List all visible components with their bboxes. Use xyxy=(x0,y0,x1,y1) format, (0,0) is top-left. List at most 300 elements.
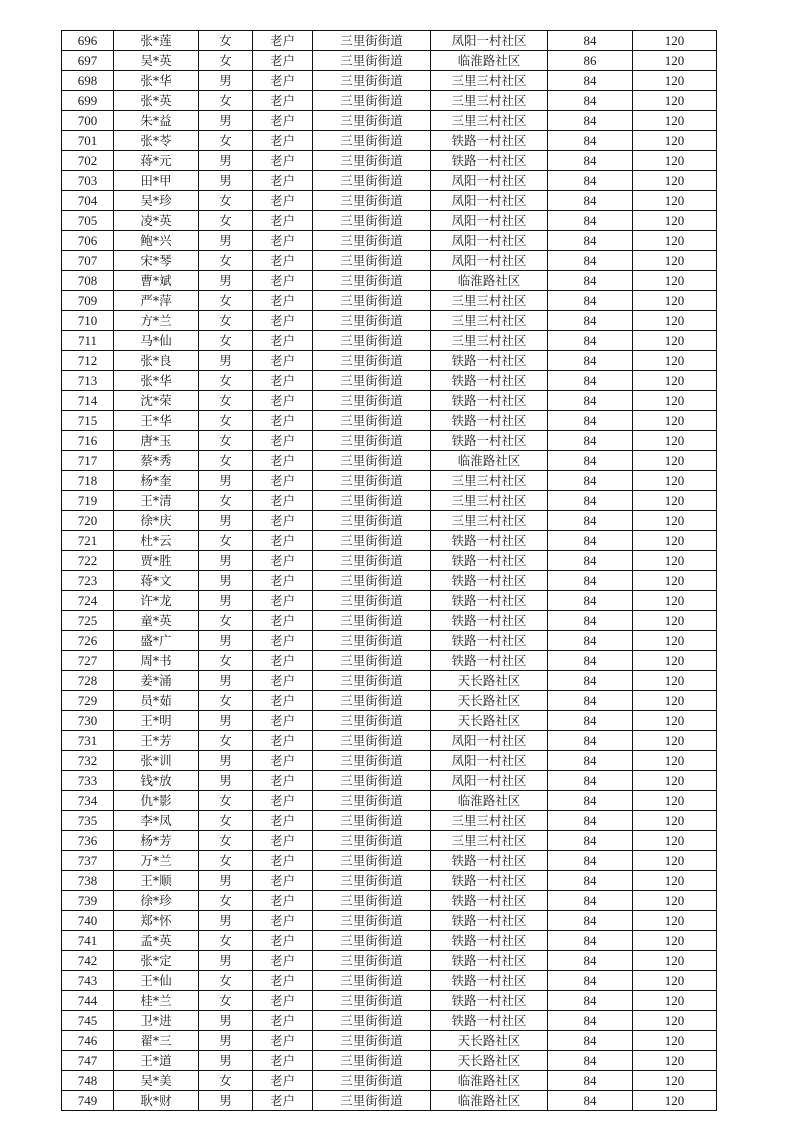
table-row xyxy=(62,411,717,431)
table-row xyxy=(62,151,717,171)
table-row xyxy=(62,251,717,271)
cell-community: 铁路一村社区 xyxy=(431,531,548,551)
cell-household-type: 老户 xyxy=(253,271,313,291)
cell-gender: 男 xyxy=(199,111,253,131)
cell-subdistrict: 三里街街道 xyxy=(313,251,431,271)
cell-gender: 男 xyxy=(199,1011,253,1031)
cell-name: 张*华 xyxy=(114,71,199,91)
cell-household-type: 老户 xyxy=(253,91,313,111)
cell-community: 铁路一村社区 xyxy=(431,131,548,151)
cell-household-type: 老户 xyxy=(253,71,313,91)
cell-subdistrict: 三里街街道 xyxy=(313,691,431,711)
cell-name: 田*甲 xyxy=(114,171,199,191)
cell-index: 736 xyxy=(62,831,114,851)
table-row xyxy=(62,611,717,631)
cell-value-a: 84 xyxy=(548,371,633,391)
cell-subdistrict: 三里街街道 xyxy=(313,871,431,891)
cell-name: 万*兰 xyxy=(114,851,199,871)
cell-subdistrict: 三里街街道 xyxy=(313,151,431,171)
cell-value-a: 84 xyxy=(548,671,633,691)
cell-value-b: 120 xyxy=(633,1051,717,1071)
cell-subdistrict: 三里街街道 xyxy=(313,331,431,351)
cell-name: 童*英 xyxy=(114,611,199,631)
cell-community: 天长路社区 xyxy=(431,1051,548,1071)
table-row xyxy=(62,171,717,191)
cell-household-type: 老户 xyxy=(253,451,313,471)
cell-value-a: 84 xyxy=(548,431,633,451)
cell-value-b: 120 xyxy=(633,331,717,351)
cell-household-type: 老户 xyxy=(253,871,313,891)
cell-community: 铁路一村社区 xyxy=(431,891,548,911)
cell-gender: 男 xyxy=(199,1031,253,1051)
cell-value-b: 120 xyxy=(633,451,717,471)
table-row xyxy=(62,891,717,911)
cell-subdistrict: 三里街街道 xyxy=(313,551,431,571)
table-row xyxy=(62,571,717,591)
cell-subdistrict: 三里街街道 xyxy=(313,911,431,931)
cell-community: 临淮路社区 xyxy=(431,791,548,811)
cell-subdistrict: 三里街街道 xyxy=(313,971,431,991)
cell-value-a: 84 xyxy=(548,151,633,171)
cell-community: 铁路一村社区 xyxy=(431,651,548,671)
cell-subdistrict: 三里街街道 xyxy=(313,411,431,431)
cell-index: 710 xyxy=(62,311,114,331)
cell-household-type: 老户 xyxy=(253,611,313,631)
cell-subdistrict: 三里街街道 xyxy=(313,831,431,851)
cell-gender: 女 xyxy=(199,971,253,991)
cell-value-a: 84 xyxy=(548,351,633,371)
cell-value-a: 84 xyxy=(548,271,633,291)
cell-gender: 男 xyxy=(199,751,253,771)
cell-value-a: 84 xyxy=(548,891,633,911)
cell-household-type: 老户 xyxy=(253,1091,313,1111)
cell-household-type: 老户 xyxy=(253,251,313,271)
cell-gender: 女 xyxy=(199,691,253,711)
cell-name: 郑*怀 xyxy=(114,911,199,931)
cell-name: 沈*荣 xyxy=(114,391,199,411)
cell-value-a: 84 xyxy=(548,711,633,731)
cell-value-a: 84 xyxy=(548,751,633,771)
cell-index: 740 xyxy=(62,911,114,931)
cell-value-b: 120 xyxy=(633,471,717,491)
cell-household-type: 老户 xyxy=(253,311,313,331)
table-row xyxy=(62,271,717,291)
cell-index: 723 xyxy=(62,571,114,591)
table-row xyxy=(62,511,717,531)
cell-index: 745 xyxy=(62,1011,114,1031)
cell-index: 708 xyxy=(62,271,114,291)
cell-subdistrict: 三里街街道 xyxy=(313,231,431,251)
cell-community: 凤阳一村社区 xyxy=(431,211,548,231)
table-row xyxy=(62,471,717,491)
cell-index: 699 xyxy=(62,91,114,111)
table-body xyxy=(62,31,717,1111)
cell-value-a: 84 xyxy=(548,591,633,611)
cell-index: 696 xyxy=(62,31,114,51)
cell-name: 杨*奎 xyxy=(114,471,199,491)
cell-gender: 女 xyxy=(199,331,253,351)
cell-household-type: 老户 xyxy=(253,631,313,651)
cell-subdistrict: 三里街街道 xyxy=(313,131,431,151)
cell-subdistrict: 三里街街道 xyxy=(313,1011,431,1031)
cell-name: 方*兰 xyxy=(114,311,199,331)
cell-gender: 女 xyxy=(199,191,253,211)
cell-index: 726 xyxy=(62,631,114,651)
cell-gender: 男 xyxy=(199,911,253,931)
cell-index: 702 xyxy=(62,151,114,171)
cell-value-b: 120 xyxy=(633,531,717,551)
cell-index: 719 xyxy=(62,491,114,511)
cell-community: 三里三村社区 xyxy=(431,511,548,531)
cell-household-type: 老户 xyxy=(253,491,313,511)
cell-gender: 女 xyxy=(199,811,253,831)
cell-name: 蒋*文 xyxy=(114,571,199,591)
cell-name: 翟*三 xyxy=(114,1031,199,1051)
cell-gender: 男 xyxy=(199,151,253,171)
cell-subdistrict: 三里街街道 xyxy=(313,631,431,651)
cell-household-type: 老户 xyxy=(253,411,313,431)
cell-value-a: 84 xyxy=(548,71,633,91)
cell-value-b: 120 xyxy=(633,911,717,931)
cell-value-b: 120 xyxy=(633,131,717,151)
cell-name: 张*良 xyxy=(114,351,199,371)
table-row xyxy=(62,811,717,831)
cell-index: 707 xyxy=(62,251,114,271)
cell-gender: 男 xyxy=(199,471,253,491)
cell-value-b: 120 xyxy=(633,31,717,51)
cell-value-a: 84 xyxy=(548,931,633,951)
cell-household-type: 老户 xyxy=(253,31,313,51)
cell-value-b: 120 xyxy=(633,711,717,731)
cell-gender: 女 xyxy=(199,991,253,1011)
cell-subdistrict: 三里街街道 xyxy=(313,1071,431,1091)
cell-name: 周*书 xyxy=(114,651,199,671)
cell-subdistrict: 三里街街道 xyxy=(313,171,431,191)
cell-index: 731 xyxy=(62,731,114,751)
cell-community: 凤阳一村社区 xyxy=(431,751,548,771)
cell-community: 临淮路社区 xyxy=(431,51,548,71)
table-row xyxy=(62,311,717,331)
cell-gender: 女 xyxy=(199,611,253,631)
cell-index: 737 xyxy=(62,851,114,871)
cell-index: 718 xyxy=(62,471,114,491)
cell-household-type: 老户 xyxy=(253,751,313,771)
cell-value-b: 120 xyxy=(633,671,717,691)
cell-household-type: 老户 xyxy=(253,171,313,191)
cell-name: 鲍*兴 xyxy=(114,231,199,251)
cell-index: 743 xyxy=(62,971,114,991)
cell-subdistrict: 三里街街道 xyxy=(313,511,431,531)
cell-community: 铁路一村社区 xyxy=(431,911,548,931)
table-row xyxy=(62,431,717,451)
cell-value-b: 120 xyxy=(633,931,717,951)
cell-community: 三里三村社区 xyxy=(431,471,548,491)
cell-index: 715 xyxy=(62,411,114,431)
table-row xyxy=(62,751,717,771)
cell-value-b: 120 xyxy=(633,91,717,111)
cell-value-b: 120 xyxy=(633,351,717,371)
cell-household-type: 老户 xyxy=(253,471,313,491)
table-row xyxy=(62,591,717,611)
cell-index: 698 xyxy=(62,71,114,91)
cell-subdistrict: 三里街街道 xyxy=(313,791,431,811)
cell-household-type: 老户 xyxy=(253,511,313,531)
cell-gender: 女 xyxy=(199,131,253,151)
cell-subdistrict: 三里街街道 xyxy=(313,191,431,211)
cell-value-b: 120 xyxy=(633,191,717,211)
cell-value-b: 120 xyxy=(633,571,717,591)
cell-subdistrict: 三里街街道 xyxy=(313,591,431,611)
cell-value-b: 120 xyxy=(633,171,717,191)
cell-name: 吴*美 xyxy=(114,1071,199,1091)
cell-name: 徐*庆 xyxy=(114,511,199,531)
cell-index: 730 xyxy=(62,711,114,731)
cell-subdistrict: 三里街街道 xyxy=(313,671,431,691)
cell-value-b: 120 xyxy=(633,211,717,231)
cell-value-b: 120 xyxy=(633,511,717,531)
table-row xyxy=(62,971,717,991)
cell-community: 铁路一村社区 xyxy=(431,571,548,591)
cell-household-type: 老户 xyxy=(253,291,313,311)
cell-household-type: 老户 xyxy=(253,1011,313,1031)
cell-value-a: 84 xyxy=(548,491,633,511)
table-row xyxy=(62,1071,717,1091)
cell-subdistrict: 三里街街道 xyxy=(313,731,431,751)
cell-value-a: 84 xyxy=(548,851,633,871)
cell-value-b: 120 xyxy=(633,771,717,791)
cell-gender: 男 xyxy=(199,551,253,571)
cell-household-type: 老户 xyxy=(253,131,313,151)
cell-value-a: 84 xyxy=(548,651,633,671)
cell-name: 盛*广 xyxy=(114,631,199,651)
cell-community: 凤阳一村社区 xyxy=(431,171,548,191)
cell-household-type: 老户 xyxy=(253,351,313,371)
cell-subdistrict: 三里街街道 xyxy=(313,851,431,871)
cell-index: 716 xyxy=(62,431,114,451)
cell-community: 铁路一村社区 xyxy=(431,871,548,891)
cell-gender: 男 xyxy=(199,271,253,291)
table-row xyxy=(62,291,717,311)
cell-value-a: 84 xyxy=(548,311,633,331)
cell-value-b: 120 xyxy=(633,391,717,411)
cell-value-b: 120 xyxy=(633,731,717,751)
cell-household-type: 老户 xyxy=(253,731,313,751)
cell-value-b: 120 xyxy=(633,251,717,271)
records-table xyxy=(61,30,717,1111)
cell-value-a: 84 xyxy=(548,91,633,111)
cell-name: 张*训 xyxy=(114,751,199,771)
cell-index: 711 xyxy=(62,331,114,351)
cell-index: 725 xyxy=(62,611,114,631)
cell-gender: 男 xyxy=(199,711,253,731)
cell-household-type: 老户 xyxy=(253,591,313,611)
cell-name: 王*顺 xyxy=(114,871,199,891)
cell-community: 天长路社区 xyxy=(431,711,548,731)
table-row xyxy=(62,391,717,411)
cell-gender: 女 xyxy=(199,371,253,391)
cell-gender: 女 xyxy=(199,531,253,551)
cell-household-type: 老户 xyxy=(253,891,313,911)
cell-subdistrict: 三里街街道 xyxy=(313,31,431,51)
cell-name: 桂*兰 xyxy=(114,991,199,1011)
cell-subdistrict: 三里街街道 xyxy=(313,371,431,391)
cell-name: 吴*珍 xyxy=(114,191,199,211)
cell-name: 仇*影 xyxy=(114,791,199,811)
cell-subdistrict: 三里街街道 xyxy=(313,211,431,231)
table-row xyxy=(62,831,717,851)
cell-community: 三里三村社区 xyxy=(431,811,548,831)
cell-community: 铁路一村社区 xyxy=(431,971,548,991)
cell-community: 凤阳一村社区 xyxy=(431,771,548,791)
cell-community: 凤阳一村社区 xyxy=(431,31,548,51)
cell-value-b: 120 xyxy=(633,871,717,891)
table-row xyxy=(62,1091,717,1111)
cell-name: 王*华 xyxy=(114,411,199,431)
cell-community: 凤阳一村社区 xyxy=(431,231,548,251)
cell-value-b: 120 xyxy=(633,791,717,811)
cell-value-a: 84 xyxy=(548,331,633,351)
cell-subdistrict: 三里街街道 xyxy=(313,111,431,131)
cell-value-a: 84 xyxy=(548,631,633,651)
cell-index: 703 xyxy=(62,171,114,191)
cell-household-type: 老户 xyxy=(253,791,313,811)
cell-value-b: 120 xyxy=(633,831,717,851)
table-row xyxy=(62,951,717,971)
cell-value-b: 120 xyxy=(633,51,717,71)
cell-community: 三里三村社区 xyxy=(431,71,548,91)
cell-value-b: 120 xyxy=(633,971,717,991)
cell-value-b: 120 xyxy=(633,651,717,671)
cell-value-b: 120 xyxy=(633,271,717,291)
cell-gender: 女 xyxy=(199,211,253,231)
cell-gender: 女 xyxy=(199,251,253,271)
cell-subdistrict: 三里街街道 xyxy=(313,311,431,331)
cell-value-a: 84 xyxy=(548,471,633,491)
cell-gender: 女 xyxy=(199,731,253,751)
cell-community: 铁路一村社区 xyxy=(431,151,548,171)
cell-index: 749 xyxy=(62,1091,114,1111)
table-row xyxy=(62,551,717,571)
cell-index: 735 xyxy=(62,811,114,831)
table-row xyxy=(62,191,717,211)
cell-gender: 男 xyxy=(199,171,253,191)
cell-index: 747 xyxy=(62,1051,114,1071)
table-row xyxy=(62,1031,717,1051)
cell-gender: 男 xyxy=(199,871,253,891)
cell-value-b: 120 xyxy=(633,1031,717,1051)
cell-gender: 女 xyxy=(199,291,253,311)
cell-community: 天长路社区 xyxy=(431,691,548,711)
cell-community: 天长路社区 xyxy=(431,1031,548,1051)
cell-value-a: 84 xyxy=(548,871,633,891)
cell-community: 铁路一村社区 xyxy=(431,851,548,871)
cell-value-a: 84 xyxy=(548,951,633,971)
cell-gender: 女 xyxy=(199,491,253,511)
cell-index: 705 xyxy=(62,211,114,231)
cell-household-type: 老户 xyxy=(253,691,313,711)
cell-household-type: 老户 xyxy=(253,151,313,171)
table-row xyxy=(62,711,717,731)
table-row xyxy=(62,731,717,751)
cell-index: 714 xyxy=(62,391,114,411)
cell-value-b: 120 xyxy=(633,991,717,1011)
cell-household-type: 老户 xyxy=(253,851,313,871)
cell-household-type: 老户 xyxy=(253,51,313,71)
table-row xyxy=(62,691,717,711)
cell-index: 741 xyxy=(62,931,114,951)
cell-value-b: 120 xyxy=(633,611,717,631)
cell-household-type: 老户 xyxy=(253,1031,313,1051)
cell-value-a: 84 xyxy=(548,811,633,831)
cell-value-a: 84 xyxy=(548,391,633,411)
cell-name: 唐*玉 xyxy=(114,431,199,451)
cell-subdistrict: 三里街街道 xyxy=(313,571,431,591)
cell-household-type: 老户 xyxy=(253,111,313,131)
cell-gender: 男 xyxy=(199,571,253,591)
cell-community: 凤阳一村社区 xyxy=(431,731,548,751)
cell-gender: 男 xyxy=(199,951,253,971)
cell-community: 铁路一村社区 xyxy=(431,551,548,571)
cell-name: 王*道 xyxy=(114,1051,199,1071)
cell-community: 三里三村社区 xyxy=(431,91,548,111)
cell-name: 张*苓 xyxy=(114,131,199,151)
cell-household-type: 老户 xyxy=(253,191,313,211)
cell-subdistrict: 三里街街道 xyxy=(313,1031,431,1051)
cell-household-type: 老户 xyxy=(253,571,313,591)
cell-value-a: 84 xyxy=(548,411,633,431)
table-row xyxy=(62,531,717,551)
cell-index: 709 xyxy=(62,291,114,311)
cell-value-b: 120 xyxy=(633,111,717,131)
cell-subdistrict: 三里街街道 xyxy=(313,71,431,91)
cell-gender: 女 xyxy=(199,1071,253,1091)
cell-household-type: 老户 xyxy=(253,991,313,1011)
cell-value-a: 84 xyxy=(548,251,633,271)
cell-value-b: 120 xyxy=(633,371,717,391)
cell-value-b: 120 xyxy=(633,311,717,331)
cell-value-a: 84 xyxy=(548,571,633,591)
table-row xyxy=(62,211,717,231)
cell-value-b: 120 xyxy=(633,591,717,611)
cell-index: 744 xyxy=(62,991,114,1011)
cell-value-b: 120 xyxy=(633,71,717,91)
table-row xyxy=(62,31,717,51)
cell-community: 铁路一村社区 xyxy=(431,411,548,431)
cell-name: 吴*英 xyxy=(114,51,199,71)
table-row xyxy=(62,91,717,111)
cell-household-type: 老户 xyxy=(253,1051,313,1071)
cell-household-type: 老户 xyxy=(253,911,313,931)
cell-household-type: 老户 xyxy=(253,831,313,851)
cell-index: 704 xyxy=(62,191,114,211)
cell-value-b: 120 xyxy=(633,851,717,871)
cell-value-a: 84 xyxy=(548,831,633,851)
cell-index: 739 xyxy=(62,891,114,911)
cell-index: 717 xyxy=(62,451,114,471)
table-row xyxy=(62,931,717,951)
cell-community: 临淮路社区 xyxy=(431,271,548,291)
cell-value-a: 84 xyxy=(548,991,633,1011)
cell-value-a: 86 xyxy=(548,51,633,71)
cell-gender: 男 xyxy=(199,771,253,791)
cell-household-type: 老户 xyxy=(253,531,313,551)
cell-value-b: 120 xyxy=(633,431,717,451)
cell-gender: 男 xyxy=(199,1051,253,1071)
cell-subdistrict: 三里街街道 xyxy=(313,651,431,671)
cell-household-type: 老户 xyxy=(253,971,313,991)
cell-gender: 男 xyxy=(199,591,253,611)
cell-community: 铁路一村社区 xyxy=(431,391,548,411)
